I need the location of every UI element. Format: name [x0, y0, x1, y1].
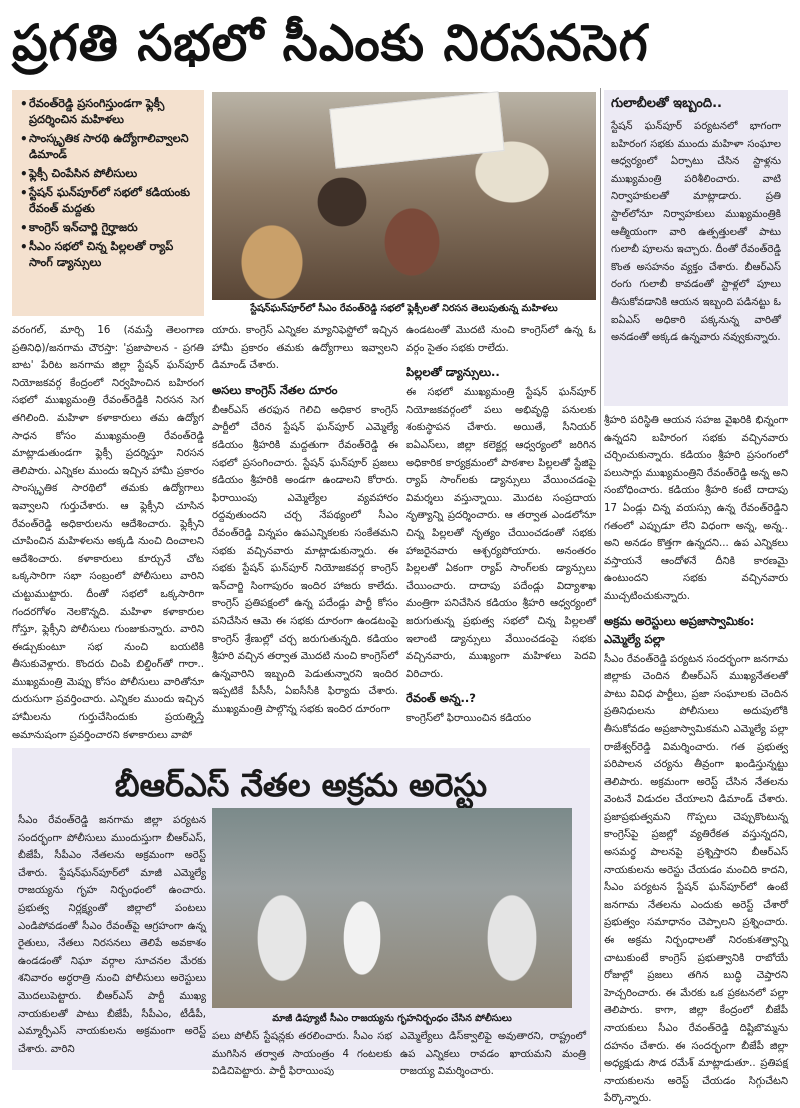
article-column-4 — [604, 412, 788, 1105]
column-2-text-a: యారు. కాంగ్రెస్‌ ఎన్నికల మ్యానిఫెస్టోలో ఇచ్చిన హామీ ప్రకారం తమకు ఉద్యోగాలు ఇవ్వాలని డిమాండ్‌ చేశారు. — [212, 325, 398, 372]
column-4-text-b: సీఎం రేవంత్‌రెడ్డి పర్యటన సందర్భంగా జనగామ జిల్లాకు చెందిన బీఆర్‌ఎస్‌ ముఖ్యనేతలతో పాటు వివిధ పార్టీలు, ప్రజా సంఘాలకు చెందిన ప్రతినిధులను పోలీసులు అదుపులోకి తీసుకోవడం అప్రజాస్వామికమని ఎమ్మెల్యే పల్లా రాజేశ్వర్‌రెడ్డి విమర్శించారు. గత ప్రభుత్వ పరిపాలన చర్యను తీవ్రంగా ఖండిస్తున్నట్టు తెలిపారు. అక్రమంగా అరెస్ట్‌ చేసిన నేతలను వెంటనే విడుదల చేయాలని డిమాండ్‌ చేశారు. ప్రజాప్రభుత్వమని గొప్పలు చెప్పుకొంటున్న కాంగ్రెస్‌పై ప్రజల్లో వ్యతిరేకత వస్తున్నదని, అసమర్థ పాలనపై ప్రశ్నిస్తారని బీఆర్‌ఎస్‌ నాయకులను అరెస్టు చేయడం మంచిది కాదని, సీఎం పర్యటన స్టేషన్‌ ఘన్‌పూర్‌లో ఉంటే జనగామ నేతలను ఎందుకు అరెస్ట్‌ చేశారో ప్రభుత్వం సమాధానం చెప్పాలని ప్రశ్నించారు. ఈ అక్రమ నిర్బంధాలతో నిరంకుశత్వాన్ని చాటుకుంటే కాంగ్రెస్‌ ప్రభుత్వానికి రాబోయే రోజుల్లో ప్రజలు తగిన బుద్ధి చెప్తారని హెచ్చరించారు. ఈ మేరకు ఒక ప్రకటనలో పల్లా తెలిపారు. కాగా, జిల్లా కేంద్రంలో బీజేపీ నాయకులు సీఎం రేవంత్‌రెడ్డి దిష్టిబొమ్మను దహనం చేశారు. ఈ సందర్భంగా బీజేపీ జిల్లా అధ్యక్షుడు సౌడ రమేశ్‌ మాట్లాడుతూ.. ప్రతిపక్ష నాయకులను అరెస్ట్‌ చేయడం సిగ్గుచేటని పేర్కొన్నారు. — [604, 653, 788, 1105]
highlight-item: • స్టేషన్‌ ఘన్‌పూర్‌లో సభలో కడియంకు రేవంత్‌ మద్దతు — [20, 186, 191, 215]
column-3-text-c: కాంగ్రెస్‌లో ఫిరాయించిన కడియం — [406, 713, 532, 725]
highlight-item: • రేవంత్‌రెడ్డి ప్రసంగిస్తుండగా ఫ్లెక్సీ ప్రదర్శించిన మహిళలు — [20, 97, 165, 126]
column-1-text: వరంగల్‌, మార్చి 16 (నమస్తే తెలంగాణ ప్రతినిధి)/జనగామ చౌరస్తా: 'ప్రజాపాలన - ప్రగతి బాట' పేరిట జనగామ జిల్లా స్టేషన్‌ ఘన్‌పూర్‌ నియోజకవర్గ కేంద్రంలో నిర్వహించిన బహిరంగ సభలో ముఖ్యమంత్రి రేవంత్‌రెడ్డికి నిరసన సెగ తగిలింది. మహిళా కళాకారులు తమ ఉద్యోగ సాధన కోసం ముఖ్యమంత్రి రేవంత్‌రెడ్డి మాట్లాడుతుండగా ఫ్లెక్సీ ప్రదర్శిస్తూ నిరసన తెలిపారు. ఎన్నికల ముందు ఇచ్చిన హామీ ప్రకారం సాంస్కృతిక సారథిలో తమకు ఉద్యోగాలు ఇవ్వాలని గుర్తుచేశారు. ఆ ఫ్లెక్సీని చూసిన రేవంత్‌రెడ్డి అధికారులను ఆదేశించారు. ఫ్లెక్సీని చూపించిన మహిళలను అక్కడి నుంచి దించాలని ఆదేశించారు. కళాకారులు కూర్చునే చోట ఒక్కసారిగా సభా సంబ్రంలో పోలీసులు వారిని చుట్టుముట్టారు. దీంతో సభలో ఒక్కసారిగా గందరగోళం నెలకొన్నది. మహిళా కళాకారుల గోస్తూ, ఫ్లెక్సీని పోలీసులు గుంజుకున్నారు. వారిని ఈడ్చుకుంటూ సభ నుంచి బయటికి తీసుకువెళ్లారు. కొందరు చింపి బిల్డింగ్‌తో గారా.. ముఖ్యమంత్రి మెప్పు కోసం పోలీసులు వారితోనూ దురుసుగా ప్రవర్తించారు. ఎన్నికల ముందు ఇచ్చిన హామీలను గుర్తుచేసిందుకు ప్రయత్నిస్తే అమానుషంగా ప్రవర్తించారని కళాకారులు వాపో — [12, 325, 204, 741]
highlight-item: • ఫ్లెక్సీ చింపేసిన పోలీసులు — [20, 167, 138, 181]
protest-photo-caption: స్టేషన్‌ఘన్‌పూర్‌లో సీఎం రేవంత్‌రెడ్డి సభలో ఫ్లెక్సీలతో నిరసన తెలుపుతున్న మహిళలు — [250, 303, 558, 314]
arrest-story-title: బీఆర్‌ఎస్‌ నేతల అక్రమ అరెస్టు — [114, 766, 488, 804]
arrest-story-bottom-right-text: ఎమ్మెల్యేలు డిస్‌క్వాలిఫై అవుతారని, రాష్ట్రంలో ఉప ఎన్నికలు రావడం ఖాయమని మంత్రి రాజయ్య విమర్శించారు. — [400, 1031, 586, 1078]
arrest-story-bottom-mid — [212, 1028, 392, 1078]
column-divider — [600, 88, 601, 1072]
highlight-item: • సీఎం సభలో చిన్న పిల్లలతో ర్యాప్‌ సాంగ్‌ డ్యాన్సులు — [20, 240, 174, 269]
sidebar-text: స్టేషన్‌ ఘన్‌పూర్‌ పర్యటనలో భాగంగా బహిరంగ సభకు ముందు మహిళా సంఘాల ఆధ్వర్యంలో ఏర్పాటు చేసిన స్టాళ్లను ముఖ్యమంత్రి పరిశీలించారు. వాటి నిర్వాహకులతో మాట్లాడారు. ప్రతి స్టాల్‌లోనూ నిర్వాహకులు ముఖ్యమంత్రికి ఆత్మీయంగా వారి ఉత్పత్తులతో పాటు గులాబీ పూలను ఇచ్చారు. దీంతో రేవంత్‌రెడ్డి కొంత అసహనం వ్యక్తం చేశారు. బీఆర్‌ఎస్‌ రంగు గులాబీ కావడంతో స్టాళ్లలో పూలు తీసుకోవడానికి ఆయన ఇబ్బంది పడినట్టు ఓ ఐఏఎస్‌ అధికారి పక్కనున్న వారితో అనడంతో అక్కడ ఉన్నవారు నవ్వుకున్నారు. — [611, 121, 781, 344]
column-3-subheading: పిల్లలతో డ్యాన్సులు.. — [406, 365, 500, 380]
protest-flex-banner — [329, 91, 504, 168]
arrest-story-bottom-right — [400, 1028, 586, 1078]
article-column-1 — [12, 322, 204, 740]
arrest-story-left-column — [18, 812, 206, 1068]
column-2-subheading: అసలు కాంగ్రెస్‌ నేతల దూరం — [212, 382, 338, 397]
highlights-box — [12, 90, 204, 316]
column-3-text-a: ఉండటంతో మొదటి నుంచి కాంగ్రెస్‌లో ఉన్న ఓ వర్గం సైతం సభకు రాలేదు. — [406, 325, 596, 354]
column-2-text-b: బీఆర్‌ఎస్‌ తరఫున గెలిచి అధికార కాంగ్రెస్‌ పార్టీలో చేరిన స్టేషన్‌ ఘన్‌పూర్‌ ఎమ్మెల్యే కడియం శ్రీహరికి మద్దతుగా రేవంత్‌రెడ్డి ఈ సభలో ప్రసంగించారు. స్టేషన్‌ ఘన్‌పూర్‌ ప్రజలు కడియం శ్రీహరికి అండగా ఉండాలని కోరారు. ఫిరాయింపు ఎమ్మెల్యేల వ్యవహారం రద్దవుతుందని చర్చ నేపథ్యంలో సీఎం రేవంత్‌రెడ్డి విన్నపం ఉపఎన్నికలకు సంకేతమని సభకు వచ్చినవారు మాట్లాడుకున్నారు. ఈ సభకు స్టేషన్‌ ఘన్‌పూర్‌ నియోజకవర్గ కాంగ్రెస్‌ ఇన్‌చార్జి సింగాపురం ఇందిర హాజరు కాలేదు. కాంగ్రెస్‌ ప్రతిపక్షంలో ఉన్న పదేండ్లు పార్టీ కోసం పనిచేసిన ఆమె ఈ సభకు దూరంగా ఉండటంపై కాంగ్రెస్‌ శ్రేణుల్లో చర్చ జరుగుతున్నది. కడియం శ్రీహరి వచ్చిన తర్వాత మొదటి నుంచి కాంగ్రెస్‌లో ఉన్నవారిని ఇబ్బంది పెడుతున్నారని ఇందిర ఇప్పటికే పీసీసీ, ఏఐసీసీకి ఫిర్యాదు చేశారు. ముఖ్యమంత్రి పాల్గొన్న సభకు ఇందిర దూరంగా — [212, 404, 398, 715]
protest-photo — [212, 92, 596, 300]
article-column-3 — [406, 322, 596, 740]
arrest-story-left-text: సీఎం రేవంత్‌రెడ్డి జనగామ జిల్లా పర్యటన సందర్భంగా పోలీసులు ముందుస్తుగా బీఆర్‌ఎస్‌, బీజేపీ, సీపీఎం నేతలను అక్రమంగా అరెస్ట్‌ చేశారు. స్టేషన్‌ఘన్‌పూర్‌లో మాజీ ఎమ్మెల్యే రాజయ్యను గృహ నిర్బంధంలో ఉంచారు. ప్రభుత్వ నిర్లక్ష్యంతో జిల్లాలో పంటలు ఎండిపోవడంతో సీఎం రేవంత్‌పై ఆగ్రహంగా ఉన్న రైతులు, నేతలు నిరసనలు తెలిపే అవకాశం ఉండడంతో నిఘా వర్గాల సూచనల మేరకు శనివారం అర్ధరాత్రి నుంచి పోలీసులు అరెస్టులు మొదలుపెట్టారు. బీఆర్‌ఎస్‌ పార్టీ ముఖ్య నాయకులతో పాటు బీజేపీ, సీపీఎం, టీడీపీ, ఎమ్మార్పీఎస్‌ నాయకులను అక్రమంగా అరెస్ట్‌ చేశారు. వారిని — [18, 815, 206, 1055]
sidebar-roses-box — [604, 90, 788, 406]
article-column-2 — [212, 322, 398, 740]
column-3-text-b: ఈ సభలో ముఖ్యమంత్రి స్టేషన్‌ ఘన్‌పూర్‌ నియోజకవర్గంలో పలు అభివృద్ధి పనులకు శంకుస్థాపన చేశారు. అయితే, సీనియర్‌ ఐఏఎస్‌లు, జిల్లా కలెక్టర్ల ఆధ్వర్యంలో జరిగిన అధికారిక కార్యక్రమంలో పాఠశాల పిల్లలతో స్టేజిపై ర్యాప్‌ సాంగ్‌లకు డ్యాన్సులు వేయించడంపై విమర్శలు వస్తున్నాయి. మొదట సంప్రదాయ నృత్యాన్ని ప్రదర్శించారు. ఆ తర్వాత ఎండలోనూ చిన్న పిల్లలతో నృత్యం చేయించడంతో సభకు హాజరైనవారు ఆశ్చర్యపోయారు. అనంతరం పిల్లలతో ఏకంగా ర్యాప్‌ సాంగ్‌లకు డ్యాన్సులు చేయించారు. దాదాపు పదేండ్లు విద్యాశాఖ మంత్రిగా పనిచేసిన కడియం శ్రీహరి ఆధ్వర్యంలో జరుగుతున్న ప్రభుత్వ సభలో చిన్న పిల్లలతో ఇలాంటి డ్యాన్సులు వేయించడంపై సభకు వచ్చినవారు, ముఖ్యంగా మహిళలు పెదవి విరిచారు. — [406, 387, 596, 680]
highlight-item: • కాంగ్రెస్‌ ఇన్‌చార్జి గైర్హాజరు — [20, 221, 138, 235]
column-4-subheading: అక్రమ అరెస్టులు అప్రజాస్వామికం: ఎమ్మెల్యే పల్లా — [604, 613, 755, 646]
column-4-text-a: శ్రీహరి పరిస్థితి ఆయన సహజ వైఖరికి భిన్నంగా ఉన్నదని బహిరంగ సభకు వచ్చినవారు చర్చించుకున్నారు. కడియం శ్రీహరి ప్రసంగంలో పలుసార్లు ముఖ్యమంత్రిని రేవంత్‌రెడ్డి అన్న అని సంబోధించారు. కడియం శ్రీహరి కంటే దాదాపు 17 ఏండ్లు చిన్న వయస్సు ఉన్న రేవంత్‌రెడ్డిని గతంలో ఎప్పుడూ లేని విధంగా అన్న, అన్న.. అని అనడం కొత్తగా ఉన్నదని... ఉప ఎన్నికలు వస్తాయనే ఆందోళనే దీనికి కారణమై ఉంటుందని సభకు వచ్చినవారు ముచ్చటించుకున్నారు. — [604, 415, 788, 602]
arrest-story-bottom-mid-text: పలు పోలీస్‌ స్టేషన్లకు తరలించారు. సీఎం సభ ముగిసిన తర్వాత సాయంత్రం 4 గంటలకు విడిచిపెట్టారు. పార్టీ ఫిరాయింపు — [212, 1031, 392, 1078]
page-headline: ప్రగతి సభలో సీఎంకు నిరసనసెగ — [12, 13, 649, 72]
house-arrest-caption: మాజీ డిప్యూటీ సీఎం రాజయ్యను గృహనిర్బంధం చేసిన పోలీసులు — [272, 1013, 512, 1024]
column-3-subheading-2: రేవంత్‌ అన్న..? — [406, 691, 476, 706]
house-arrest-photo — [212, 808, 572, 1008]
sidebar-heading: గులాబీలతో ఇబ్బంది.. — [611, 96, 722, 111]
highlight-item: • సాంస్కృతిక సారథి ఉద్యోగాలివ్వాలని డిమాండ్‌ — [20, 132, 189, 161]
